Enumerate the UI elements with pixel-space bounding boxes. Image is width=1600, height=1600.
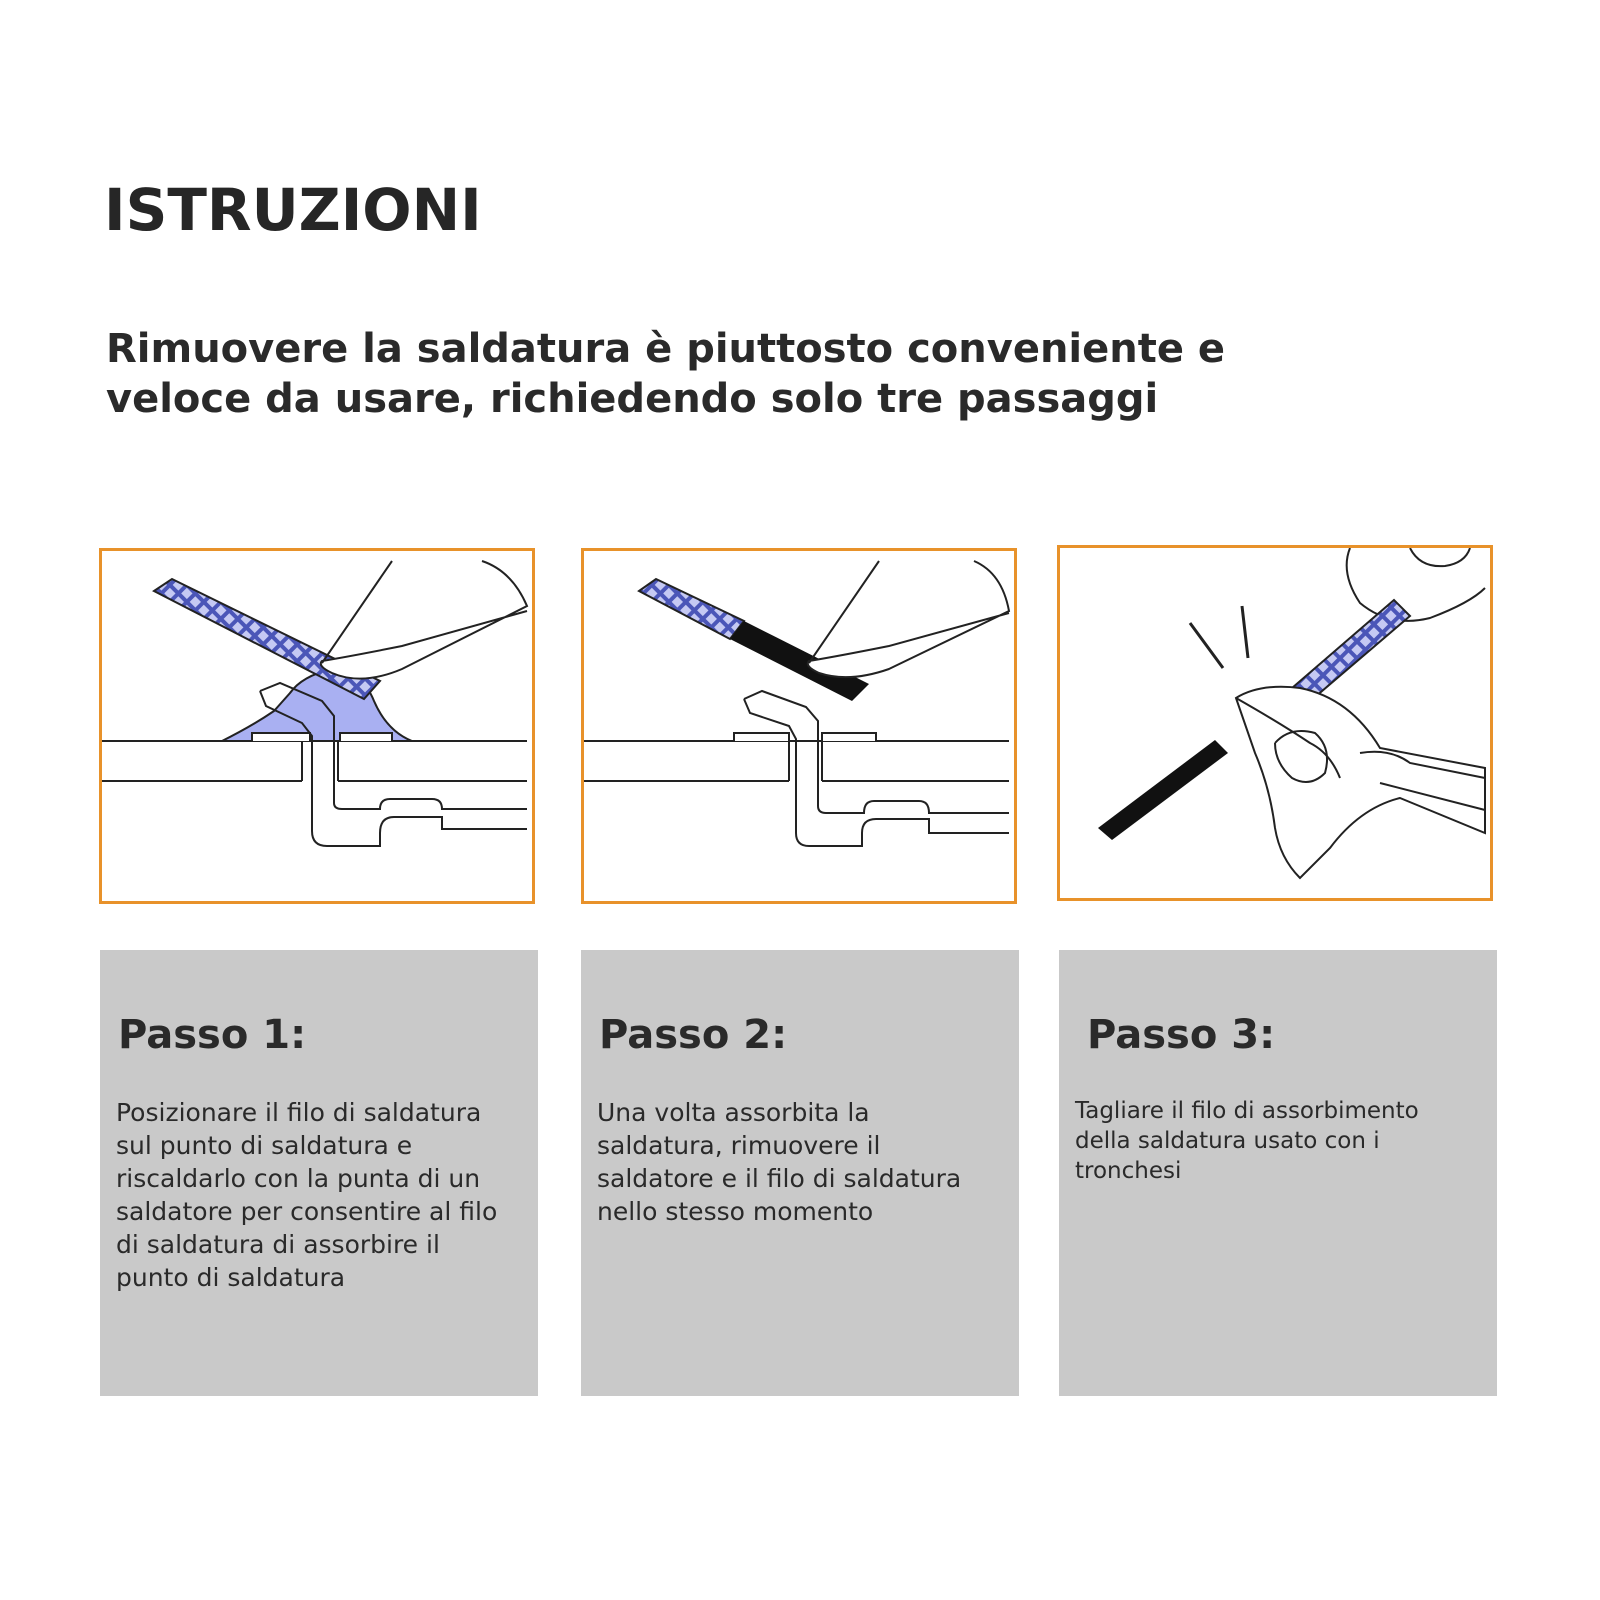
step-2-card (581, 950, 1019, 1396)
step-3-card (1059, 950, 1497, 1396)
step-3-illustration (1057, 545, 1493, 901)
step-2-title: Passo 2: (599, 1012, 788, 1058)
intro-text (106, 324, 1256, 424)
step-3-text: Tagliare il filo di assorbimento della saldatura usato con i tronchesi (1075, 1098, 1419, 1184)
desoldering-step-1-drawing (102, 551, 532, 901)
step-1-text: Posizionare il filo di saldatura sul punto di saldatura e riscaldarlo con la punta di un saldatore per consentire al filo di saldatura di assorbire il punto di saldatura (116, 1098, 498, 1292)
intro-line-2: veloce da usare, richiedendo solo tre passaggi (106, 376, 1159, 422)
step-2-illustration (581, 548, 1017, 904)
step-2-text: Una volta assorbita la saldatura, rimuovere il saldatore e il filo di saldatura nello stesso momento (597, 1098, 962, 1226)
soldering-iron-tip (321, 561, 527, 679)
cutting-pliers (1236, 687, 1485, 878)
step-1-illustration (99, 548, 535, 904)
page-title: ISTRUZIONI (104, 176, 482, 244)
solder-wick-braid (1292, 600, 1410, 703)
step-1-card (100, 950, 538, 1396)
solder-wick-braid (154, 579, 380, 699)
solder-joint (222, 669, 412, 741)
step-1-title: Passo 1: (118, 1012, 307, 1058)
intro-line-1: Rimuovere la saldatura è piuttosto conveniente e (106, 326, 1226, 372)
desoldering-step-2-drawing (584, 551, 1014, 901)
cut-braid-piece (1098, 740, 1228, 840)
desoldering-step-3-drawing (1060, 548, 1490, 898)
step-3-title: Passo 3: (1087, 1012, 1276, 1058)
soldering-iron-tip (808, 561, 1009, 677)
solder-wick-braid (639, 579, 744, 639)
